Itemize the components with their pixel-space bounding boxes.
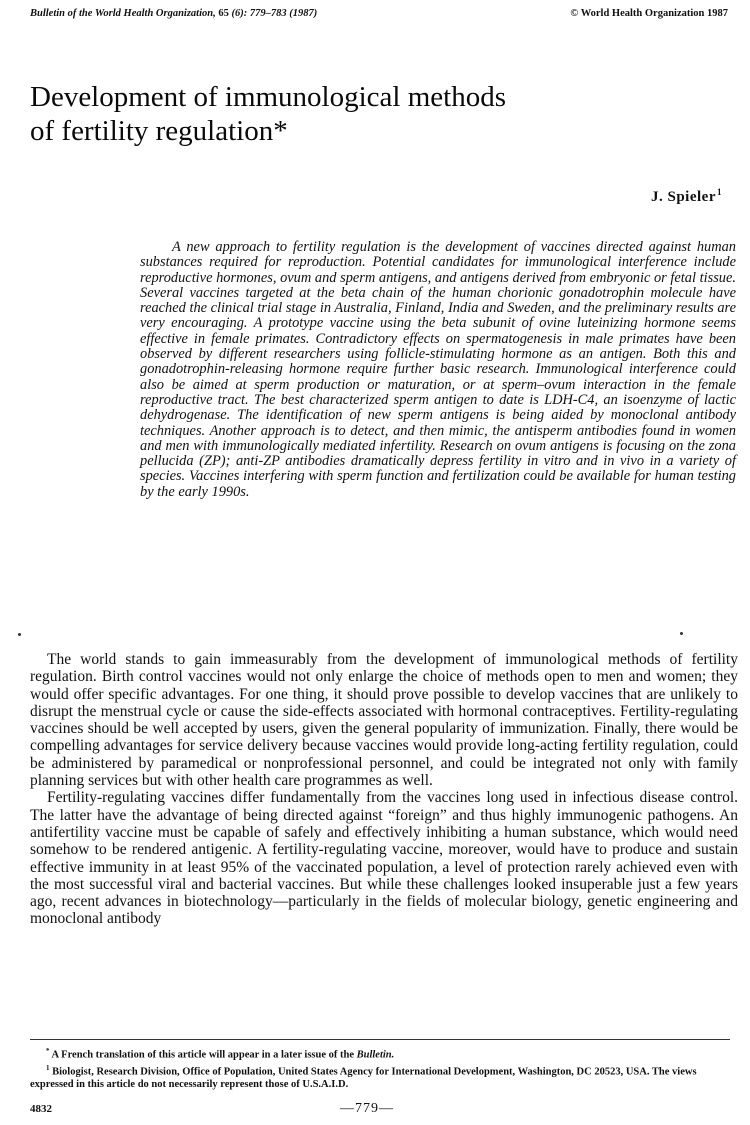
article-body — [30, 651, 738, 928]
footnote-divider — [30, 1039, 730, 1040]
footnote-affiliation: $^1$ Biologist, Research Division, Office of Population, United States Agency for International Development, Washington, DC 20523, USA. The views expressed in this article do not necessarily represent those of U.S.A.I.D. — [30, 1064, 697, 1090]
footnote-translation: * A French translation of this article will appear in a later issue of the Bulletin. — [46, 1047, 395, 1061]
running-header-copyright: © World Health Organization 1987 — [570, 8, 728, 19]
footer-code: 4832 — [30, 1103, 52, 1115]
author-byline — [651, 187, 722, 206]
running-header-journal: Bulletin of the World Health Organization, 65 (6): 779–783 (1987) — [30, 8, 318, 19]
author-footnote-marker: 1 — [717, 187, 722, 197]
volume-number: 65 — [218, 8, 229, 19]
body-paragraph-1: The world stands to gain immeasurably from the development of immunological methods of fertility regulation. Birth control vaccines would not only enlarge the choice of methods open to men and women; they would offer specific advantages. For one thing, it should prove possible to develop vaccines that are unlikely to disrupt the menstrual cycle or cause the side-effects associated with hormonal contraceptives. Fertility-regulating vaccines should be well accepted by users, given the general popularity of immunization. Finally, there would be compelling advantages for service delivery because vaccines would provide long-acting fertility regulation, could be administered by paramedical or nonprofessional personnel, and could be integrated not only with family planning services but with other health care programmes as well. — [30, 651, 738, 790]
scan-speck — [680, 632, 683, 635]
article-title — [30, 80, 710, 148]
body-paragraph-2: Fertility-regulating vaccines differ fundamentally from the vaccines long used in infectious disease control. The latter have the advantage of being directed against “foreign” and thus highly immunogenic pathogens. An antifertility vaccine must be capable of safely and effectively inhibiting a human substance, which would need somehow to be rendered antigenic. A fertility-regulating vaccine, moreover, would have to produce and sustain effective immunity in at least 95% of the vaccinated population, a level of protection rarely achieved even with the most successful viral and bacterial vaccines. But while these challenges looked insuperable just a few years ago, recent advances in biotechnology—particularly in the fields of molecular biology, genetic engineering and monoclonal antibody — [30, 789, 738, 928]
title-line-2: of fertility regulation* — [30, 115, 288, 147]
abstract: A new approach to fertility regulation is the development of vaccines directed against human substances required for reproduction. Potential candidates for immunological interference include reproductive hormones, ovum and sperm antigens, and antigens derived from embryonic or fetal tissue. Several vaccines targeted at the beta chain of the human chorionic gonadotrophin molecule have reached the clinical trial stage in Australia, Finland, India and Sweden, and the preliminary results are very encouraging. A prototype vaccine using the beta subunit of ovine luteinizing hormone seems effective in female primates. Contradictory effects on spermatogenesis in male primates have been observed by different researchers using follicle-stimulating hormone as an antigen. Both this and gonadotrophin-releasing hormone require further basic research. Immunological interference could also be aimed at sperm production or maturation, or at sperm–ovum interaction in the female reproductive tract. The best characterized sperm antigen to date is LDH-C4, an isoenzyme of lactic dehydrogenase. The identification of new sperm antigens is being aided by monoclonal antibody techniques. Another approach is to detect, and then mimic, the antisperm antibodies found in women and men with immunologically mediated infertility. Research on ovum antigens is focusing on the zona pellucida (ZP); anti-ZP antibodies dramatically depress fertility in vitro and in vivo in a variety of species. Vaccines interfering with sperm function and fertilization could be available for human testing by the early 1990s. — [140, 239, 736, 500]
issue-pages: (6): 779–783 (1987) — [231, 8, 318, 19]
title-line-1: Development of immunological methods — [30, 81, 506, 113]
page-number: —779— — [340, 1101, 394, 1116]
scan-speck — [18, 633, 21, 636]
author-name: J. Spieler — [651, 189, 716, 205]
